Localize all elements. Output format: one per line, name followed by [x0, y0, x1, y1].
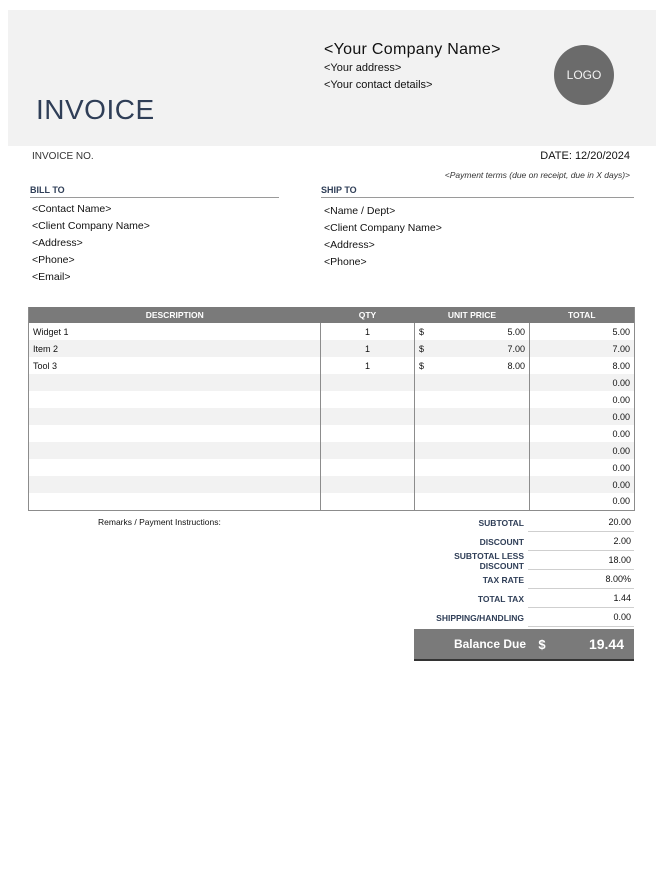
table-row [29, 476, 635, 493]
table-row [29, 323, 635, 340]
summary-value: 2.00 [528, 532, 634, 551]
item-total: 8.00 [612, 360, 630, 371]
summary-label: TOTAL TAX [477, 593, 524, 604]
table-row [29, 425, 635, 442]
table-row [29, 459, 635, 476]
item-qty [321, 442, 415, 459]
item-unit-price-cell [415, 357, 530, 374]
company-address: <Your address> [324, 62, 402, 74]
ship-to-name: <Name / Dept> [324, 205, 396, 217]
item-total: 0.00 [530, 374, 635, 391]
company-name: <Your Company Name> [324, 41, 501, 58]
item-description: Tool 3 [29, 357, 321, 374]
item-unit-price-cell [415, 374, 530, 391]
item-description [29, 391, 321, 408]
column-header-qty: QTY [321, 307, 415, 323]
item-qty [321, 493, 415, 510]
table-row [29, 493, 635, 510]
remarks-label: Remarks / Payment Instructions: [98, 517, 221, 527]
summary-row-discount [414, 532, 634, 551]
summary-row-tax-rate [414, 570, 634, 589]
summary-label: DISCOUNT [479, 536, 524, 547]
item-unit-price: 5.00 [507, 326, 525, 337]
item-description [29, 408, 321, 425]
ship-to-address: <Address> [324, 239, 375, 251]
item-description [29, 374, 321, 391]
column-header-unit-price: UNIT PRICE [415, 307, 530, 323]
item-total: 0.00 [612, 496, 630, 507]
balance-currency: $ [538, 636, 546, 652]
summary-label: SUBTOTAL [478, 517, 524, 528]
date-value: 12/20/2024 [574, 150, 630, 162]
currency-symbol: $ [419, 343, 425, 354]
item-unit-price-cell [415, 493, 530, 510]
table-header-row [29, 307, 635, 323]
summary-value: 8.00% [528, 570, 634, 589]
currency-symbol: $ [419, 326, 425, 337]
date-block [540, 150, 630, 162]
bill-to-address: <Address> [32, 237, 83, 249]
summary-value: 1.44 [528, 589, 634, 608]
column-header-total: TOTAL [530, 307, 635, 323]
invoice-number-label: INVOICE NO. [32, 151, 94, 162]
currency-symbol: $ [419, 360, 425, 371]
balance-due-value: 19.44 [588, 636, 624, 652]
item-unit-price-cell [415, 425, 530, 442]
item-description [29, 493, 321, 510]
table-row [29, 357, 635, 374]
item-description [29, 442, 321, 459]
item-total: 0.00 [530, 476, 635, 493]
item-unit-price-cell [415, 408, 530, 425]
item-qty [321, 408, 415, 425]
summary-row-total-tax [414, 589, 634, 608]
item-total: 0.00 [612, 394, 630, 405]
item-unit-price-cell [415, 476, 530, 493]
line-items-table [28, 307, 635, 511]
ship-to-company-name: <Client Company Name> [324, 222, 442, 234]
item-unit-price-cell [415, 391, 530, 408]
company-logo [554, 45, 614, 105]
item-unit-price: 7.00 [507, 343, 525, 354]
item-qty [321, 476, 415, 493]
table-row [29, 442, 635, 459]
table-row [29, 391, 635, 408]
table-row [29, 340, 635, 357]
item-description [29, 476, 321, 493]
item-qty [321, 391, 415, 408]
summary-value: 0.00 [528, 608, 634, 627]
item-unit-price-cell [415, 323, 530, 340]
item-total: 5.00 [612, 326, 630, 337]
table-row [29, 408, 635, 425]
item-description: Item 2 [29, 340, 321, 357]
item-total: 0.00 [612, 462, 630, 473]
item-description [29, 459, 321, 476]
item-qty [321, 459, 415, 476]
item-unit-price-cell [415, 442, 530, 459]
item-description [29, 425, 321, 442]
item-total: 0.00 [612, 428, 630, 439]
summary-row-subtotal [414, 513, 634, 532]
company-contact: <Your contact details> [324, 79, 433, 91]
bill-to-heading: BILL TO [30, 185, 279, 198]
column-header-description: DESCRIPTION [29, 307, 321, 323]
item-qty [321, 425, 415, 442]
summary-block [414, 513, 634, 661]
bill-to-contact-name: <Contact Name> [32, 203, 112, 215]
bill-to-phone: <Phone> [32, 254, 75, 266]
summary-row-shipping [414, 608, 634, 627]
date-label: DATE: [540, 150, 572, 162]
ship-to-heading: SHIP TO [321, 185, 634, 198]
item-qty: 1 [321, 357, 415, 374]
table-row [29, 374, 635, 391]
summary-value: 18.00 [528, 551, 634, 570]
item-total: 0.00 [530, 408, 635, 425]
item-unit-price-cell [415, 459, 530, 476]
ship-to-phone: <Phone> [324, 256, 367, 268]
item-qty: 1 [321, 340, 415, 357]
summary-value: 20.00 [528, 513, 634, 532]
summary-row-subtotal-less-discount [414, 551, 634, 570]
balance-due-bar [414, 629, 634, 661]
item-qty: 1 [321, 323, 415, 340]
summary-label: SHIPPING/HANDLING [436, 612, 524, 623]
logo-text: LOGO [566, 68, 602, 82]
invoice-title: INVOICE [36, 94, 155, 125]
payment-terms: <Payment terms (due on receipt, due in X days)> [444, 170, 630, 180]
summary-label: SUBTOTAL LESS DISCOUNT [454, 550, 524, 571]
bill-to-email: <Email> [32, 271, 71, 283]
item-total: 7.00 [530, 340, 635, 357]
item-total: 0.00 [530, 442, 635, 459]
balance-due-label: Balance Due [453, 637, 526, 651]
bill-to-company-name: <Client Company Name> [32, 220, 150, 232]
item-unit-price: 8.00 [507, 360, 525, 371]
summary-label: TAX RATE [482, 574, 524, 585]
item-description: Widget 1 [29, 323, 321, 340]
item-unit-price-cell [415, 340, 530, 357]
item-qty [321, 374, 415, 391]
